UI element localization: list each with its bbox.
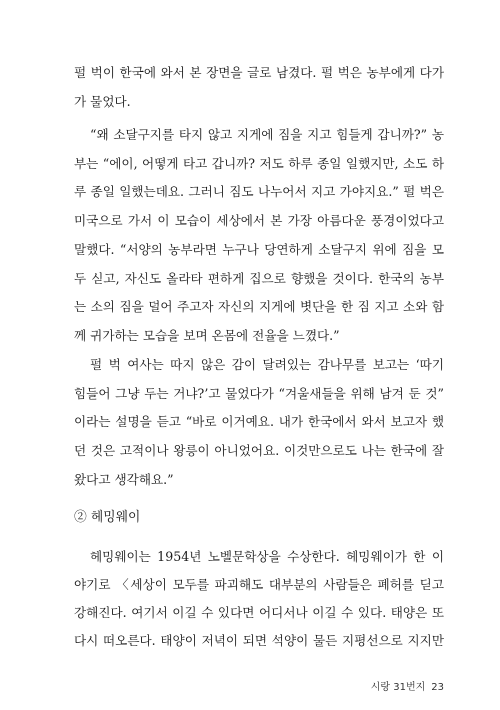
paragraph-4-line: 야기로 〈세상이 모두를 파괴해도 대부분의 사람들은 폐허를 딛고 [74,577,444,592]
paragraph-3-line: 던 것은 고적이나 왕릉이 아니었어요. 이것만으로도 나는 한국에 잘 [74,443,444,458]
paragraph-2-line: 루 종일 일했는데요. 그러니 짐도 나누어서 지고 가야지요.” 펄 벅은 [74,184,444,199]
paragraph-1-line: 가 물었다. [74,94,131,109]
paragraph-2-line: “왜 소달구지를 타지 않고 지게에 짐을 지고 힘들게 갑니까?” 농 [90,127,444,142]
paragraph-1-line: 펄 벅이 한국에 와서 본 장면을 글로 남겼다. 펄 벅은 농부에게 다가 [74,65,444,80]
paragraph-2-line: 미국으로 가서 이 모습이 세상에서 본 가장 아름다운 풍경이었다고 [74,213,444,228]
paragraph-4-line: 다시 떠오른다. 태양이 저녁이 되면 석양이 물든 지평선으로 지지만 [74,633,444,648]
page-footer [371,678,444,693]
paragraph-2-line: 께 귀가하는 모습을 보며 온몸에 전율을 느꼈다.” [74,328,340,343]
section-heading: ② 헤밍웨이 [74,510,141,525]
paragraph-2-line: 말했다. “서양의 농부라면 누구나 당연하게 소달구지 위에 짐을 모 [74,242,444,257]
paragraph-4-line: 강해진다. 여기서 이길 수 있다면 어디서나 이길 수 있다. 태양은 또 [74,605,444,620]
paragraph-2-line: 는 소의 짐을 덜어 주고자 자신의 지게에 볏단을 한 짐 지고 소와 함 [74,299,444,314]
paragraph-3-line: 펄 벅 여사는 따지 않은 감이 달려있는 감나무를 보고는 ‘따기 [90,357,444,372]
paragraph-4-line: 헤밍웨이는 1954년 노벨문학상을 수상한다. 헤밍웨이가 한 이 [90,549,444,564]
page-number: 23 [431,682,444,693]
paragraph-3-line: 힘들어 그냥 두는 거냐?’고 물었다가 “겨울새들을 위해 남겨 둔 것” [74,386,444,401]
paragraph-2-line: 두 싣고, 자신도 올라타 편하게 집으로 향했을 것이다. 한국의 농부 [74,271,444,286]
paragraph-3-line: 이라는 설명을 듣고 “바로 이거예요. 내가 한국에서 와서 보고자 했 [74,414,444,429]
paragraph-3-line: 왔다고 생각해요.” [74,472,174,487]
paragraph-2-line: 부는 “에이, 어떻게 타고 갑니까? 저도 하루 종일 일했지만, 소도 하 [74,156,444,171]
publication-title: 시랑 31번지 [370,682,426,693]
